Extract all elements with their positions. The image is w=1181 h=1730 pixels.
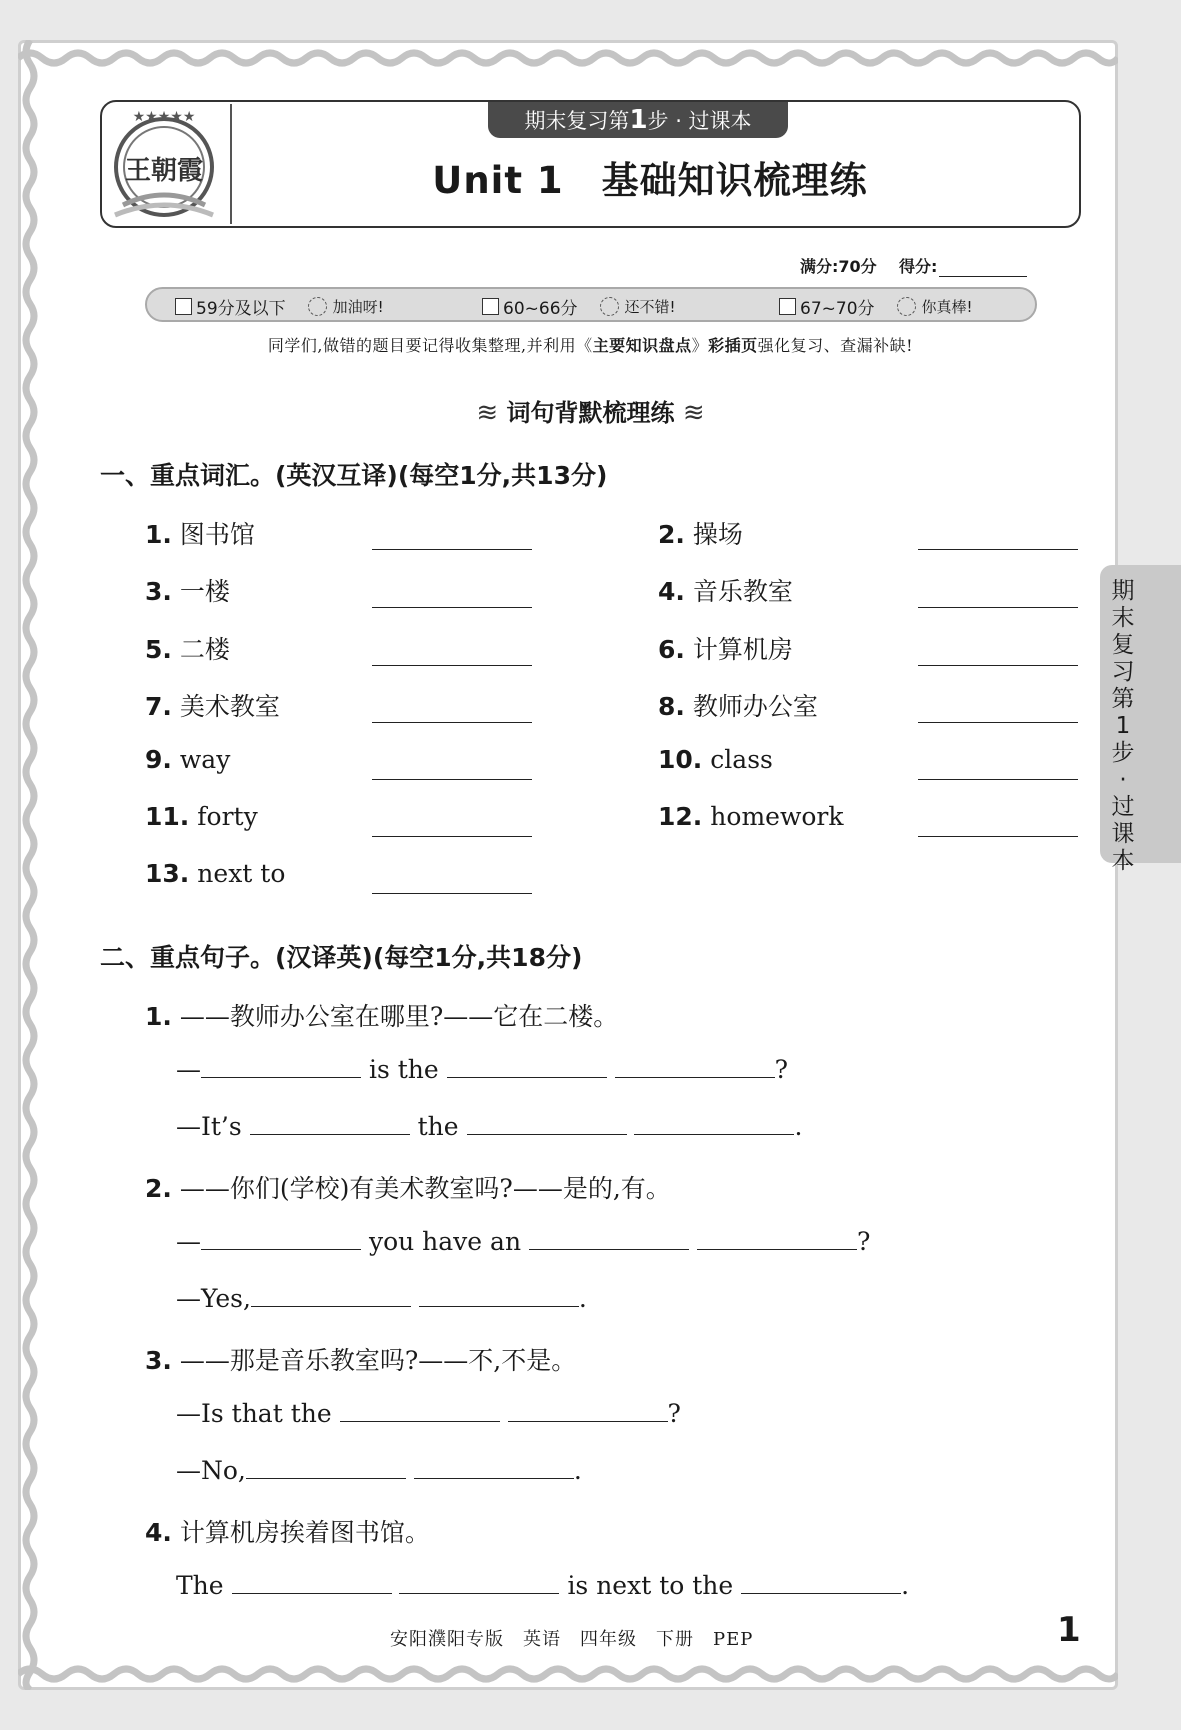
bottom-wave-border: [18, 1660, 1118, 1690]
answer-line[interactable]: [918, 836, 1078, 837]
grade-bar: [145, 287, 1037, 322]
answer-line[interactable]: [372, 893, 532, 894]
answer-line[interactable]: [918, 779, 1078, 780]
vocab-item: 7. 美术教室: [145, 692, 280, 721]
answer-blank[interactable]: [250, 1112, 410, 1135]
svg-text:★★★★★: ★★★★★: [132, 109, 196, 125]
publisher-logo: [105, 105, 223, 223]
side-tab-label: 期末复习第1步·过课本: [1111, 578, 1135, 874]
checkbox[interactable]: [175, 298, 192, 315]
answer-blank[interactable]: [232, 1571, 392, 1594]
smiley-icon: [600, 297, 619, 316]
sentence-question: 2. ——你们(学校)有美术教室吗?——是的,有。: [145, 1174, 671, 1203]
answer-blank[interactable]: [246, 1456, 406, 1479]
answer-line[interactable]: [372, 549, 532, 550]
page-number: 1: [1057, 1610, 1081, 1650]
vocab-item: 12. homework: [658, 802, 844, 831]
answer-row: —It’s the .: [176, 1112, 803, 1141]
answer-line[interactable]: [372, 665, 532, 666]
answer-line[interactable]: [918, 665, 1078, 666]
answer-line[interactable]: [372, 607, 532, 608]
notice-text: 同学们,做错的题目要记得收集整理,并利用《主要知识盘点》彩插页强化复习、查漏补缺!: [267, 336, 914, 355]
answer-blank[interactable]: [419, 1284, 579, 1307]
vocab-item: 10. class: [658, 745, 773, 774]
section-heading: ≋ 词句背默梳理练 ≋: [476, 398, 705, 428]
vocab-item: 8. 教师办公室: [658, 692, 818, 721]
sentence-question: 3. ——那是音乐教室吗?——不,不是。: [145, 1346, 577, 1375]
grade-option-mid[interactable]: 60~66分 还不错!: [482, 294, 676, 319]
answer-line[interactable]: [918, 549, 1078, 550]
answer-row: —No, .: [176, 1456, 582, 1485]
vocab-item: 13. next to: [145, 859, 286, 888]
checkbox[interactable]: [482, 298, 499, 315]
answer-blank[interactable]: [615, 1055, 775, 1078]
answer-row: —Yes, .: [176, 1284, 587, 1313]
checkbox[interactable]: [779, 298, 796, 315]
answer-row: — you have an ?: [176, 1227, 871, 1256]
sentence-question: 4. 计算机房挨着图书馆。: [145, 1518, 430, 1547]
smiley-icon: [308, 297, 327, 316]
vocab-item: 11. forty: [145, 802, 258, 831]
answer-blank[interactable]: [201, 1227, 361, 1250]
answer-row: The is next to the .: [176, 1571, 910, 1600]
answer-line[interactable]: [372, 836, 532, 837]
score-field[interactable]: [939, 257, 1027, 277]
full-score: 满分:70分: [800, 257, 877, 276]
score-line: [800, 254, 1027, 277]
vocab-item: 1. 图书馆: [145, 520, 255, 549]
answer-line[interactable]: [918, 722, 1078, 723]
wave-icon: ≋: [682, 398, 705, 428]
answer-blank[interactable]: [634, 1112, 794, 1135]
vocab-item: 3. 一楼: [145, 577, 230, 606]
answer-blank[interactable]: [741, 1571, 901, 1594]
header-divider: [230, 104, 232, 224]
footer-edition: 安阳濮阳专版 英语 四年级 下册 PEP: [390, 1629, 754, 1650]
answer-blank[interactable]: [697, 1227, 857, 1250]
answer-blank[interactable]: [529, 1227, 689, 1250]
vocab-item: 6. 计算机房: [658, 635, 793, 664]
answer-blank[interactable]: [508, 1399, 668, 1422]
score-label: 得分:: [898, 257, 938, 276]
answer-blank[interactable]: [447, 1055, 607, 1078]
answer-blank[interactable]: [251, 1284, 411, 1307]
answer-line[interactable]: [372, 722, 532, 723]
top-wave-border: [18, 40, 1118, 70]
section2-title: 二、重点句子。(汉译英)(每空1分,共18分): [100, 943, 583, 972]
page-title: Unit 1 基础知识梳理练: [432, 159, 868, 202]
vocab-item: 9. way: [145, 745, 231, 774]
answer-blank[interactable]: [340, 1399, 500, 1422]
answer-blank[interactable]: [414, 1456, 574, 1479]
answer-blank[interactable]: [467, 1112, 627, 1135]
vocab-item: 5. 二楼: [145, 635, 230, 664]
grade-option-low[interactable]: 59分及以下 加油呀!: [175, 294, 384, 319]
vocab-item: 2. 操场: [658, 520, 743, 549]
review-step-tag: 期末复习第1步 · 过课本: [488, 102, 788, 138]
logo-text: 王朝霞: [124, 156, 204, 186]
wave-icon: ≋: [476, 398, 499, 428]
section1-title: 一、重点词汇。(英汉互译)(每空1分,共13分): [100, 461, 608, 490]
answer-blank[interactable]: [399, 1571, 559, 1594]
sentence-question: 1. ——教师办公室在哪里?——它在二楼。: [145, 1002, 619, 1031]
grade-option-high[interactable]: 67~70分 你真棒!: [779, 294, 973, 319]
smiley-icon: [897, 297, 916, 316]
answer-line[interactable]: [918, 607, 1078, 608]
answer-row: —Is that the ?: [176, 1399, 681, 1428]
left-wave-border: [18, 40, 42, 1690]
answer-line[interactable]: [372, 779, 532, 780]
answer-row: — is the ?: [176, 1055, 788, 1084]
vocab-item: 4. 音乐教室: [658, 577, 793, 606]
answer-blank[interactable]: [201, 1055, 361, 1078]
